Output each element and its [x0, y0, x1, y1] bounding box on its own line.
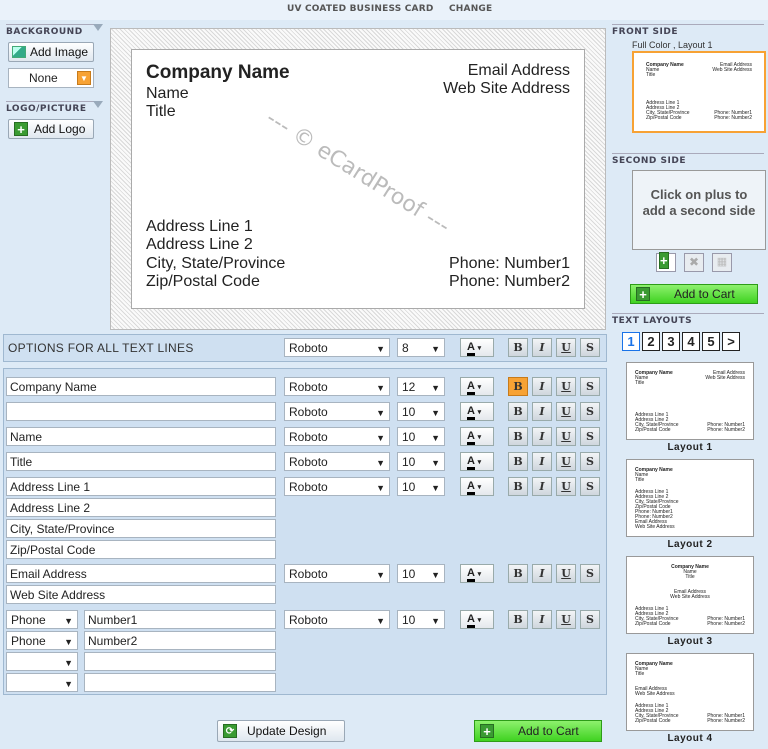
options-color-button[interactable]: A ▾ [460, 338, 494, 357]
line-shadow-button[interactable]: S [580, 477, 600, 496]
line-bold-button[interactable]: B [508, 427, 528, 446]
product-name: UV COATED BUSINESS CARD [287, 4, 434, 14]
add-logo-button[interactable]: + Add Logo [8, 119, 94, 139]
line-bold-button[interactable]: B [508, 564, 528, 583]
line-underline-button[interactable]: U [556, 564, 576, 583]
preview-title: Title [146, 103, 176, 120]
line-font-select[interactable]: Roboto ▼ [284, 402, 390, 421]
layout-1-label: Layout 1 [667, 442, 713, 453]
line-input[interactable]: Email Address [6, 564, 276, 583]
line-font-select[interactable]: Roboto ▼ [284, 564, 390, 583]
line-color-button[interactable]: A ▾ [460, 564, 494, 583]
line-input[interactable]: Address Line 1 [6, 477, 276, 496]
line-italic-button[interactable]: I [532, 377, 552, 396]
line-underline-button[interactable]: U [556, 377, 576, 396]
line-font-select[interactable]: Roboto ▼ [284, 377, 390, 396]
line-color-button[interactable]: A ▾ [460, 377, 494, 396]
line-size-select[interactable]: 12 ▼ [397, 377, 445, 396]
line-size-select[interactable]: 10 ▼ [397, 452, 445, 471]
layout-4-thumbnail[interactable]: Company Name Name Title Email Address Web Site Address Address Line 1 Address Line 2 City, State/Province Zip/Postal Code Phone: Number1 Phone: Number2 [626, 653, 754, 731]
page-2[interactable]: 2 [642, 332, 660, 351]
page-4[interactable]: 4 [682, 332, 700, 351]
plus-icon: + [636, 287, 650, 301]
preview-web: Web Site Address [443, 80, 570, 97]
add-side-button[interactable] [656, 253, 676, 272]
preview-company: Company Name [146, 62, 290, 83]
background-select[interactable]: None ▼ [8, 68, 94, 88]
layout-1-thumbnail[interactable]: Company Name Name Title Email Address Web Site Address Address Line 1 Address Line 2 City, State/Province Zip/Postal Code Phone: Number1 Phone: Number2 [626, 362, 754, 440]
layout-3-thumbnail[interactable]: Company Name Name Title Email Address Web Site Address Address Line 1 Address Line 2 City, State/Province Zip/Postal Code Phone: Number1 Phone: Number2 [626, 556, 754, 634]
line-bold-button[interactable]: B [508, 452, 528, 471]
phone-input[interactable] [84, 652, 276, 671]
line-color-button[interactable]: A ▾ [460, 477, 494, 496]
line-bold-button[interactable]: B [508, 477, 528, 496]
options-all-label: OPTIONS FOR ALL TEXT LINES [8, 341, 194, 355]
preview-phone2: Phone: Number2 [449, 273, 570, 290]
second-side-placeholder: Click on plus to add a second side [632, 170, 766, 250]
change-link[interactable]: CHANGE [449, 4, 493, 14]
line-shadow-button[interactable]: S [580, 610, 600, 629]
preview-name: Name [146, 85, 189, 102]
phone-input[interactable]: Number2 [84, 631, 276, 650]
watermark: --- © eCardProof --- [261, 105, 455, 240]
line-font-select[interactable]: Roboto ▼ [284, 477, 390, 496]
plus-icon: + [14, 122, 28, 136]
collapse-icon[interactable] [93, 101, 103, 108]
line-shadow-button[interactable]: S [580, 564, 600, 583]
preview-addr2: Address Line 2 [146, 236, 253, 253]
line-font-select[interactable]: Roboto ▼ [284, 452, 390, 471]
line-shadow-button[interactable]: S [580, 452, 600, 471]
line-bold-button[interactable]: B [508, 377, 528, 396]
line-bold-button[interactable]: B [508, 610, 528, 629]
line-underline-button[interactable]: U [556, 610, 576, 629]
phone-input[interactable] [84, 673, 276, 692]
line-bold-button[interactable]: B [508, 402, 528, 421]
line-shadow-button[interactable]: S [580, 427, 600, 446]
phone-type-select[interactable]: ▼ [6, 673, 78, 692]
phone-type-select[interactable]: ▼ [6, 652, 78, 671]
options-bold-button[interactable]: B [508, 338, 528, 357]
line-size-select[interactable]: 10 ▼ [397, 564, 445, 583]
preview-phone1: Phone: Number1 [449, 255, 570, 272]
plus-icon: + [660, 253, 668, 268]
line-italic-button[interactable]: I [532, 564, 552, 583]
line-italic-button[interactable]: I [532, 427, 552, 446]
line-input[interactable]: Zip/Postal Code [6, 540, 276, 559]
line-size-select[interactable]: 10 ▼ [397, 610, 445, 629]
line-size-select[interactable]: 10 ▼ [397, 402, 445, 421]
layout-4-label: Layout 4 [667, 733, 713, 744]
line-size-select[interactable]: 10 ▼ [397, 477, 445, 496]
preview-email: Email Address [467, 62, 570, 79]
collapse-icon[interactable] [93, 24, 103, 31]
add-to-cart-button[interactable]: + Add to Cart [474, 720, 602, 742]
line-input[interactable]: Name [6, 427, 276, 446]
line-color-button[interactable]: A ▾ [460, 452, 494, 471]
close-icon[interactable]: ✖ [684, 253, 704, 272]
layout-3-label: Layout 3 [667, 636, 713, 647]
phone-input[interactable]: Number1 [84, 610, 276, 629]
preview-addr1: Address Line 1 [146, 218, 253, 235]
line-input[interactable]: Web Site Address [6, 585, 276, 604]
front-thumbnail[interactable]: Company Name Name Title Email Address Web Site Address Address Line 1 Address Line 2 City, State/Province Zip/Postal Code Phone: Number1 Phone: Number2 [632, 51, 766, 133]
front-side-subtitle: Full Color , Layout 1 [632, 40, 713, 50]
line-color-button[interactable]: A ▾ [460, 402, 494, 421]
line-underline-button[interactable]: U [556, 402, 576, 421]
background-section-title: BACKGROUND [6, 24, 98, 37]
card-preview[interactable] [131, 49, 585, 309]
options-shadow-button[interactable]: S [580, 338, 600, 357]
options-font-select[interactable]: Roboto ▼ [284, 338, 390, 357]
chevron-down-icon: ▼ [77, 71, 91, 85]
preview-zip: Zip/Postal Code [146, 273, 260, 290]
second-side-title: SECOND SIDE [612, 153, 764, 166]
line-italic-button[interactable]: I [532, 452, 552, 471]
phone-type-select[interactable]: Phone ▼ [6, 631, 78, 650]
page-3[interactable]: 3 [662, 332, 680, 351]
options-italic-button[interactable]: I [532, 338, 552, 357]
layout-2-thumbnail[interactable]: Company Name Name Title Address Line 1 Address Line 2 City, State/Province Zip/Postal Code Phone: Number1 Phone: Number2 Email Address Web Site Address [626, 459, 754, 537]
second-add-to-cart-button[interactable]: + Add to Cart [630, 284, 758, 304]
page-5[interactable]: 5 [702, 332, 720, 351]
line-size-select[interactable]: 10 ▼ [397, 427, 445, 446]
line-input[interactable]: Address Line 2 [6, 498, 276, 517]
line-italic-button[interactable]: I [532, 610, 552, 629]
page-1[interactable]: 1 [622, 332, 640, 351]
line-input[interactable] [6, 402, 276, 421]
line-input[interactable]: Title [6, 452, 276, 471]
logo-section-title: LOGO/PICTURE [6, 101, 98, 114]
line-input[interactable]: City, State/Province [6, 519, 276, 538]
line-font-select[interactable]: Roboto ▼ [284, 610, 390, 629]
line-color-button[interactable]: A ▾ [460, 610, 494, 629]
line-shadow-button[interactable]: S [580, 402, 600, 421]
front-side-title: FRONT SIDE [612, 24, 764, 37]
update-design-button[interactable]: ⟳ Update Design [217, 720, 345, 742]
image-icon[interactable]: ▦ [712, 253, 732, 272]
image-icon [12, 46, 26, 58]
refresh-icon: ⟳ [223, 724, 237, 738]
line-italic-button[interactable]: I [532, 402, 552, 421]
layout-2-label: Layout 2 [667, 539, 713, 550]
line-underline-button[interactable]: U [556, 477, 576, 496]
line-underline-button[interactable]: U [556, 427, 576, 446]
line-italic-button[interactable]: I [532, 477, 552, 496]
phone-type-select[interactable]: Phone ▼ [6, 610, 78, 629]
preview-city: City, State/Province [146, 255, 286, 272]
page-next[interactable]: > [722, 332, 740, 351]
add-image-button[interactable]: Add Image [8, 42, 94, 62]
options-underline-button[interactable]: U [556, 338, 576, 357]
line-underline-button[interactable]: U [556, 452, 576, 471]
options-size-select[interactable]: 8 ▼ [397, 338, 445, 357]
line-font-select[interactable]: Roboto ▼ [284, 427, 390, 446]
text-layouts-title: TEXT LAYOUTS [612, 313, 764, 326]
line-shadow-button[interactable]: S [580, 377, 600, 396]
line-color-button[interactable]: A ▾ [460, 427, 494, 446]
line-input[interactable]: Company Name [6, 377, 276, 396]
plus-icon: + [480, 724, 494, 738]
